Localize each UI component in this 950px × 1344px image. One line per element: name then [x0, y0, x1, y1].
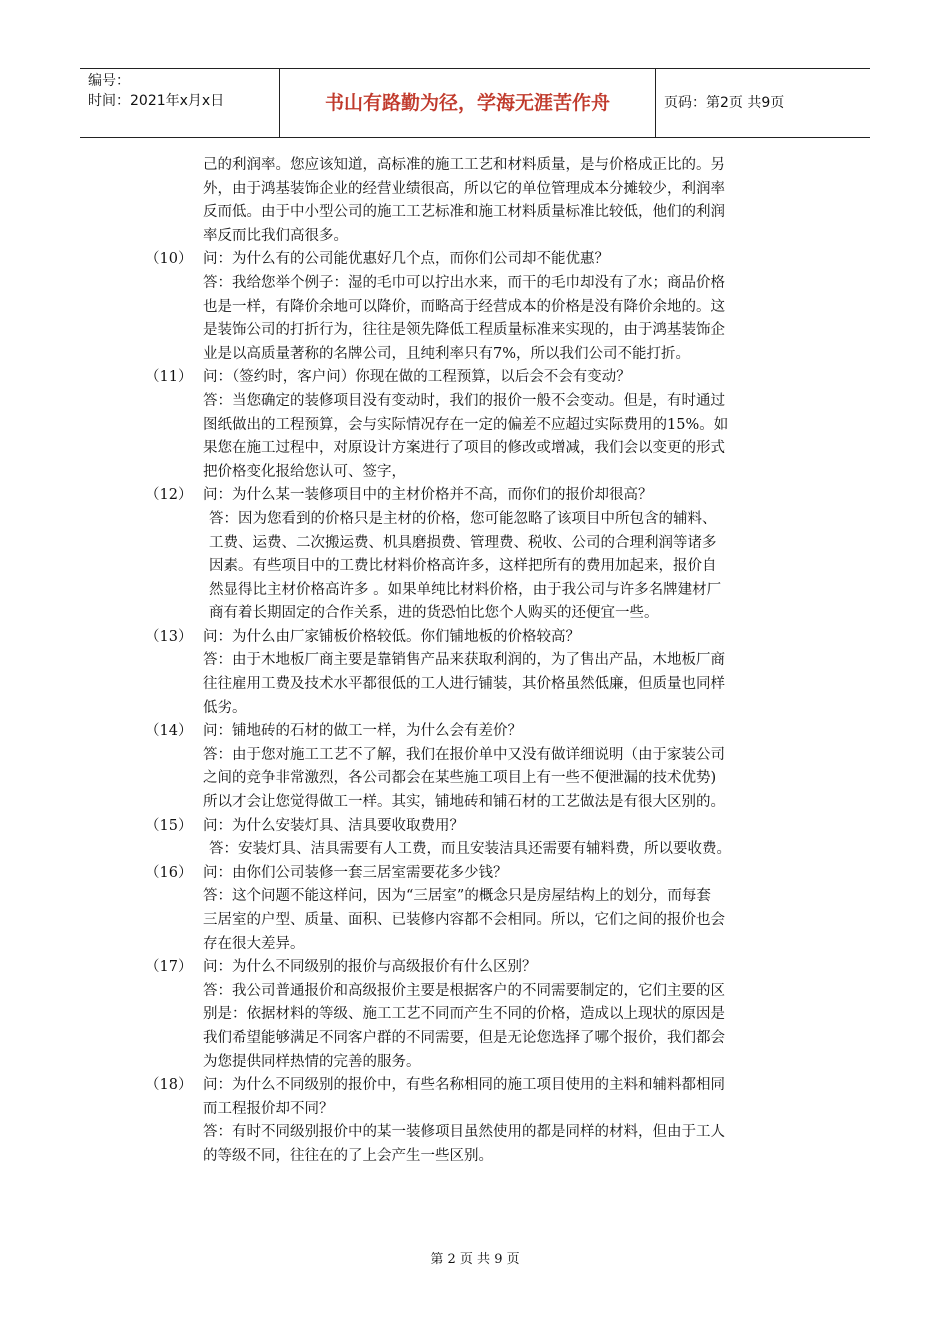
answer-line: 工费、运费、二次搬运费、机具磨损费、管理费、税收、公司的合理利润等诸多: [209, 534, 717, 551]
answer-line: 商有着长期固定的合作关系，进的货恐怕比您个人购买的还便宜一些。: [209, 605, 659, 622]
qa-block: [145, 956, 817, 1074]
intro-line: 外，由于鸿基装饰企业的经营业绩很高，所以它的单位管理成本分摊较少，利润率: [203, 180, 725, 197]
answer-line: 果您在施工过程中，对原设计方案进行了项目的修改或增减，我们会以变更的形式: [203, 440, 725, 457]
answer-line: 答：这个问题不能这样问，因为“三居室”的概念只是房屋结构上的划分，而每套: [203, 888, 711, 905]
question-text: 问：为什么不同级别的报价与高级报价有什么区别？: [203, 959, 537, 976]
answer-line: 业是以高质量著称的名牌公司，且纯利率只有7%，所以我们公司不能打折。: [203, 345, 691, 362]
question-text: 问：为什么安装灯具、洁具要收取费用？: [203, 817, 464, 834]
page-header: [80, 68, 870, 138]
header-meta-cell: [80, 69, 280, 137]
question-number: （15）: [145, 817, 193, 834]
answer-line: 答：因为您看到的价格只是主材的价格，您可能忽略了该项目中所包含的辅料、: [209, 510, 717, 527]
qa-block: [145, 248, 817, 366]
question-text: 问：为什么有的公司能优惠好几个点，而你们公司却不能优惠？: [203, 251, 609, 268]
question-text: 问：（签约时，客户问）你现在做的工程预算，以后会不会有变动？: [203, 369, 631, 386]
answer-line: 答：有时不同级别报价中的某一装修项目虽然使用的都是同样的材料，但由于工人: [203, 1124, 725, 1141]
qa-block: [145, 366, 817, 484]
intro-line: 反而低。由于中小型公司的施工工艺标准和施工材料质量标准比较低，他们的利润: [203, 204, 725, 221]
answer-line: 别是：依据材料的等级、施工工艺不同而产生不同的价格，造成以上现状的原因是: [203, 1006, 725, 1023]
question-number: （16）: [145, 864, 193, 881]
document-date-label: 时间：2021年x月x日: [88, 93, 225, 109]
question-row: [145, 626, 817, 650]
answer-line: 因素。有些项目中的工费比材料价格高许多，这样把所有的费用加起来，报价自: [209, 558, 717, 575]
answer-line: 答：我公司普通报价和高级报价主要是根据客户的不同需要制定的，它们主要的区: [203, 982, 725, 999]
answer-line: 为您提供同样热情的完善的服务。: [203, 1053, 421, 1070]
answer-line: 之间的竞争非常激烈，各公司都会在某些施工项目上有一些不便泄漏的技术优势): [203, 770, 717, 787]
answer-line: 然显得比主材价格高许多 。如果单纯比材料价格，由于我公司与许多名牌建材厂: [209, 581, 722, 598]
qa-block: [145, 862, 817, 956]
question-row: [145, 956, 817, 980]
question-number: （14）: [145, 723, 193, 740]
intro-line: 己的利润率。您应该知道，高标准的施工工艺和材料质量，是与价格成正比的。另: [203, 157, 725, 173]
answer-line: 的等级不同，往往在的了上会产生一些区别。: [203, 1147, 493, 1164]
header-page-label: 页码：第2页 共9页: [664, 95, 785, 111]
qa-block: [145, 815, 817, 862]
answer-line: 三居室的户型、质量、面积、已装修内容都不会相同。所以，它们之间的报价也会: [203, 912, 725, 928]
answer-line: 也是一样，有降价余地可以降价，而略高于经营成本的价格是没有降价余地的。这: [203, 298, 725, 315]
question-row: [145, 484, 817, 508]
answer-line: 答：由于您对施工工艺不了解，我们在报价单中又没有做详细说明（由于家装公司: [203, 746, 725, 763]
question-number: （18）: [145, 1077, 193, 1094]
question-row: [145, 248, 817, 272]
question-text: 问：铺地砖的石材的做工一样，为什么会有差价？: [203, 723, 522, 740]
question-row: [145, 1074, 817, 1098]
answer-line: 存在很大差异。: [203, 935, 305, 952]
question-row: [145, 720, 817, 744]
intro-line: 率反而比我们高很多。: [203, 227, 348, 244]
question-row: [145, 366, 817, 390]
answer-line: 是装饰公司的打折行为，往往是领先降低工程质量标准来实现的，由于鸿基装饰企: [203, 322, 725, 339]
answer-line: 往往雇用工费及技术水平都很低的工人进行铺装，其价格虽然低廉，但质量也同样: [203, 676, 725, 693]
document-number-label: 编号：: [88, 73, 130, 89]
qa-block: [145, 1074, 817, 1168]
answer-line: 答：安装灯具、洁具需要有人工费，而且安装洁具还需要有辅料费，所以要收费。: [209, 841, 731, 858]
question-text: 问：为什么由厂家铺板价格较低。你们铺地板的价格较高？: [203, 628, 580, 645]
qa-block: [145, 626, 817, 720]
question-row: [145, 815, 817, 839]
question-number: （17）: [145, 959, 193, 976]
question-text: 问：由你们公司装修一套三居室需要花多少钱？: [203, 864, 508, 881]
question-number: （13）: [145, 628, 193, 645]
question-number: （12）: [145, 487, 193, 504]
page-footer: 第 2 页 共 9 页: [430, 1252, 520, 1267]
answer-line: 图纸做出的工程预算，会与实际情况存在一定的偏差不应超过实际费用的15%。如: [203, 416, 729, 433]
document-body: [145, 154, 817, 1169]
question-text: 问：为什么某一装修项目中的主材价格并不高，而你们的报价却很高？: [203, 487, 653, 504]
question-text: 而工程报价却不同？: [203, 1100, 334, 1117]
header-motto: 书山有路勤为径，学海无涯苦作舟: [280, 69, 656, 137]
answer-line: 答：当您确定的装修项目没有变动时，我们的报价一般不会变动。但是，有时通过: [203, 392, 725, 409]
qa-block: [145, 484, 817, 626]
answer-line: 答：我给您举个例子：湿的毛巾可以拧出水来，而干的毛巾却没有了水；商品价格: [203, 274, 725, 291]
qa-block: [145, 720, 817, 814]
answer-line: 把价格变化报给您认可、签字，: [203, 463, 406, 480]
answer-line: 所以才会让您觉得做工一样。其实，铺地砖和铺石材的工艺做法是有很大区别的。: [203, 794, 725, 811]
answer-line: 我们希望能够满足不同客户群的不同需要，但是无论您选择了哪个报价，我们都会: [203, 1029, 725, 1046]
question-number: （11）: [145, 369, 193, 386]
answer-line: 低劣。: [203, 699, 247, 716]
question-text: 问：为什么不同级别的报价中，有些名称相同的施工项目使用的主料和辅料都相同: [203, 1077, 725, 1094]
question-row: [145, 862, 817, 886]
answer-line: 答：由于木地板厂商主要是靠销售产品来获取利润的，为了售出产品，木地板厂商: [203, 652, 725, 669]
question-number: （10）: [145, 251, 193, 268]
